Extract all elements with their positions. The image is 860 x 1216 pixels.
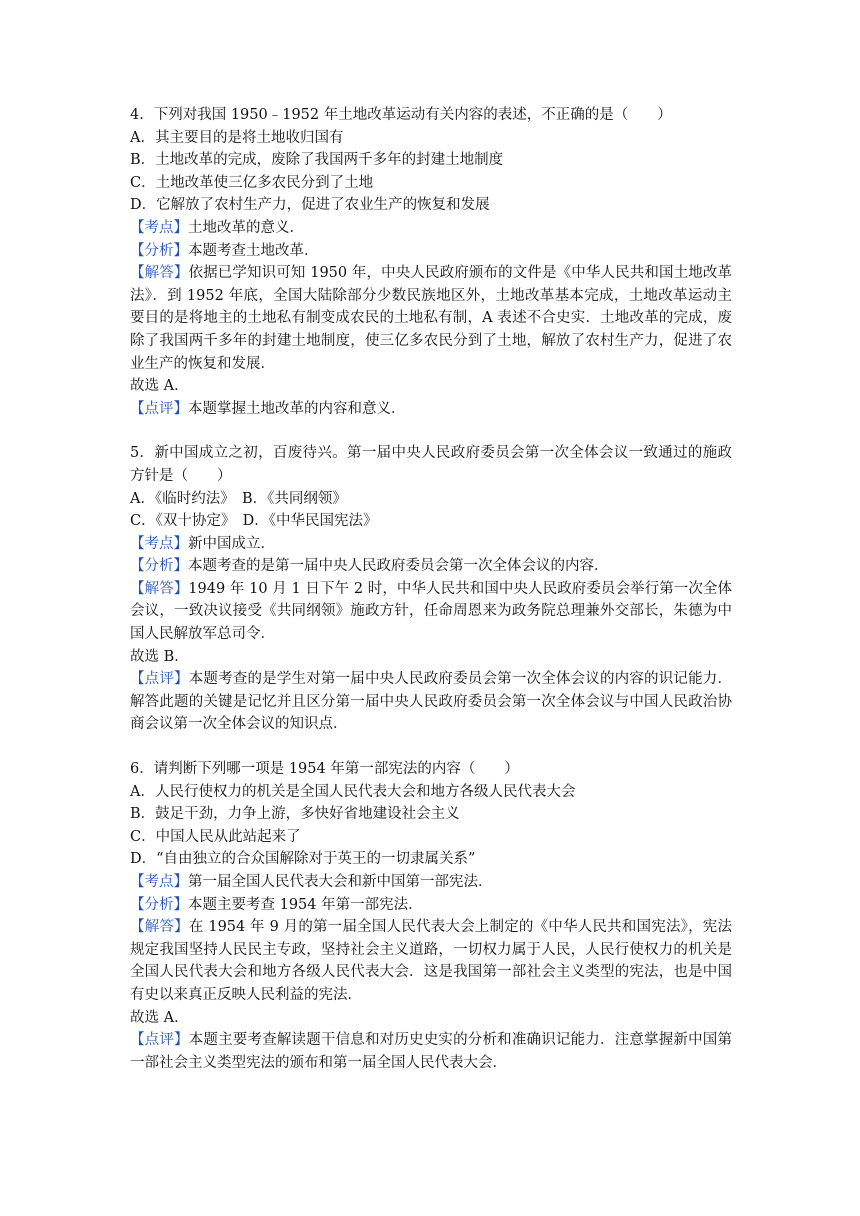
answer: 故选 A． (130, 378, 189, 395)
option-b: B．鼓足干劲，力争上游，多快好省地建设社会主义 (130, 806, 460, 823)
jieda-tag: 【解答】 (130, 580, 189, 597)
answer: 故选 A． (130, 1009, 189, 1026)
dianping-tag: 【点评】 (130, 1032, 189, 1049)
kaodian-row (130, 217, 732, 240)
fenxi-tag: 【分析】 (130, 896, 188, 913)
options-row-1: A．《临时约法》 B．《共同纲领》 (130, 490, 347, 507)
jieda-text: 在 1954 年 9 月的第一届全国人民代表大会上制定的《中华人民共和国宪法》，宪法规定我国坚持人民民主专政，坚持社会主义道路，一切权力属于人民，人民行使权力的机关是全国人民代表大会和地方各级人民代表大会．这是我国第一部社会主义类型的宪法，也是中国有史以来真正反映人民利益的宪法． (130, 919, 733, 1003)
question-stem: 6．请判断下列哪一项是 1954 年第一部宪法的内容（ ） (130, 761, 519, 778)
options-row-2: C．《双十协定》 D．《中华民国宪法》 (130, 513, 378, 530)
dianping-row (130, 668, 732, 736)
dianping-text: 本题主要考查解读题干信息和对历史史实的分析和准确识记能力．注意掌握新中国第一部社会主义类型宪法的颁布和第一届全国人民代表大会． (130, 1032, 732, 1071)
jieda-row (130, 916, 732, 1006)
answer: 故选 B． (130, 648, 189, 665)
question-stem: 4．下列对我国 1950﹣1952 年土地改革运动有关内容的表述，不正确的是（ ） (130, 107, 672, 123)
option-d: D．它解放了农村生产力，促进了农业生产的恢复和发展 (130, 197, 490, 214)
question-4 (130, 104, 732, 420)
kaodian-text: 第一届全国人民代表大会和新中国第一部宪法． (188, 874, 493, 890)
option-c: C．土地改革使三亿多农民分到了土地 (130, 174, 374, 191)
spacer (130, 736, 732, 758)
dianping-row (130, 398, 732, 421)
kaodian-row (130, 533, 732, 556)
kaodian-tag: 【考点】 (130, 874, 188, 890)
question-stem: 5．新中国成立之初，百废待兴。第一届中央人民政府委员会第一次全体会议一致通过的施政方针是（ ） (130, 445, 732, 484)
kaodian-tag: 【考点】 (130, 535, 188, 552)
kaodian-text: 土地改革的意义． (188, 219, 304, 236)
dianping-text: 本题掌握土地改革的内容和意义． (188, 400, 406, 417)
option-b: B．土地改革的完成，废除了我国两千多年的封建土地制度 (130, 152, 504, 169)
question-6 (130, 758, 732, 1074)
fenxi-text: 本题主要考查 1954 年第一部宪法． (188, 896, 423, 913)
fenxi-row (130, 555, 732, 578)
kaodian-row (130, 871, 732, 894)
question-5 (130, 442, 732, 736)
jieda-text: 依据已学知识可知 1950 年，中央人民政府颁布的文件是《中华人民共和国土地改革法》．到 1952 年底，全国大陆除部分少数民族地区外，土地改革基本完成，土地改革运动主要目的是将地主的土地私有制变成农民的土地私有制，A 表述不合史实．土地改革的完成，废除了我国两千多年的封建土地制度，使三亿多农民分到了土地，解放了农村生产力，促进了农业生产的恢复和发展． (130, 265, 732, 372)
dianping-row (130, 1029, 732, 1074)
fenxi-text: 本题考查的是第一届中央人民政府委员会第一次全体会议的内容． (188, 558, 609, 575)
option-a: A．人民行使权力的机关是全国人民代表大会和地方各级人民代表大会 (130, 783, 576, 800)
jieda-text: 1949 年 10 月 1 日下午 2 时，中华人民共和国中央人民政府委员会举行第一次全体会议，一致决议接受《共同纲领》施政方针，任命周恩来为政务院总理兼外交部长，朱德为中国人民解放军总司令． (130, 580, 732, 643)
jieda-tag: 【解答】 (130, 265, 189, 282)
fenxi-row (130, 240, 732, 263)
dianping-text: 本题考查的是学生对第一届中央人民政府委员会第一次全体会议的内容的识记能力．解答此题的关键是记忆并且区分第一届中央人民政府委员会第一次全体会议与中国人民政治协商会议第一次全体会议的知识点． (130, 671, 732, 733)
fenxi-tag: 【分析】 (130, 242, 188, 259)
jieda-row (130, 578, 732, 646)
fenxi-tag: 【分析】 (130, 558, 188, 575)
option-c: C．中国人民从此站起来了 (130, 828, 301, 845)
dianping-tag: 【点评】 (130, 400, 188, 417)
option-a: A．其主要目的是将土地收归国有 (130, 129, 344, 146)
kaodian-text: 新中国成立． (188, 535, 275, 552)
jieda-tag: 【解答】 (130, 919, 189, 936)
kaodian-tag: 【考点】 (130, 219, 188, 236)
fenxi-text: 本题考查土地改革． (188, 242, 319, 259)
spacer (130, 420, 732, 442)
fenxi-row (130, 894, 732, 917)
document-page (130, 104, 732, 1074)
dianping-tag: 【点评】 (130, 671, 189, 688)
option-d: D．“自由独立的合众国解除对于英王的一切隶属关系” (130, 851, 476, 868)
jieda-row (130, 262, 732, 375)
